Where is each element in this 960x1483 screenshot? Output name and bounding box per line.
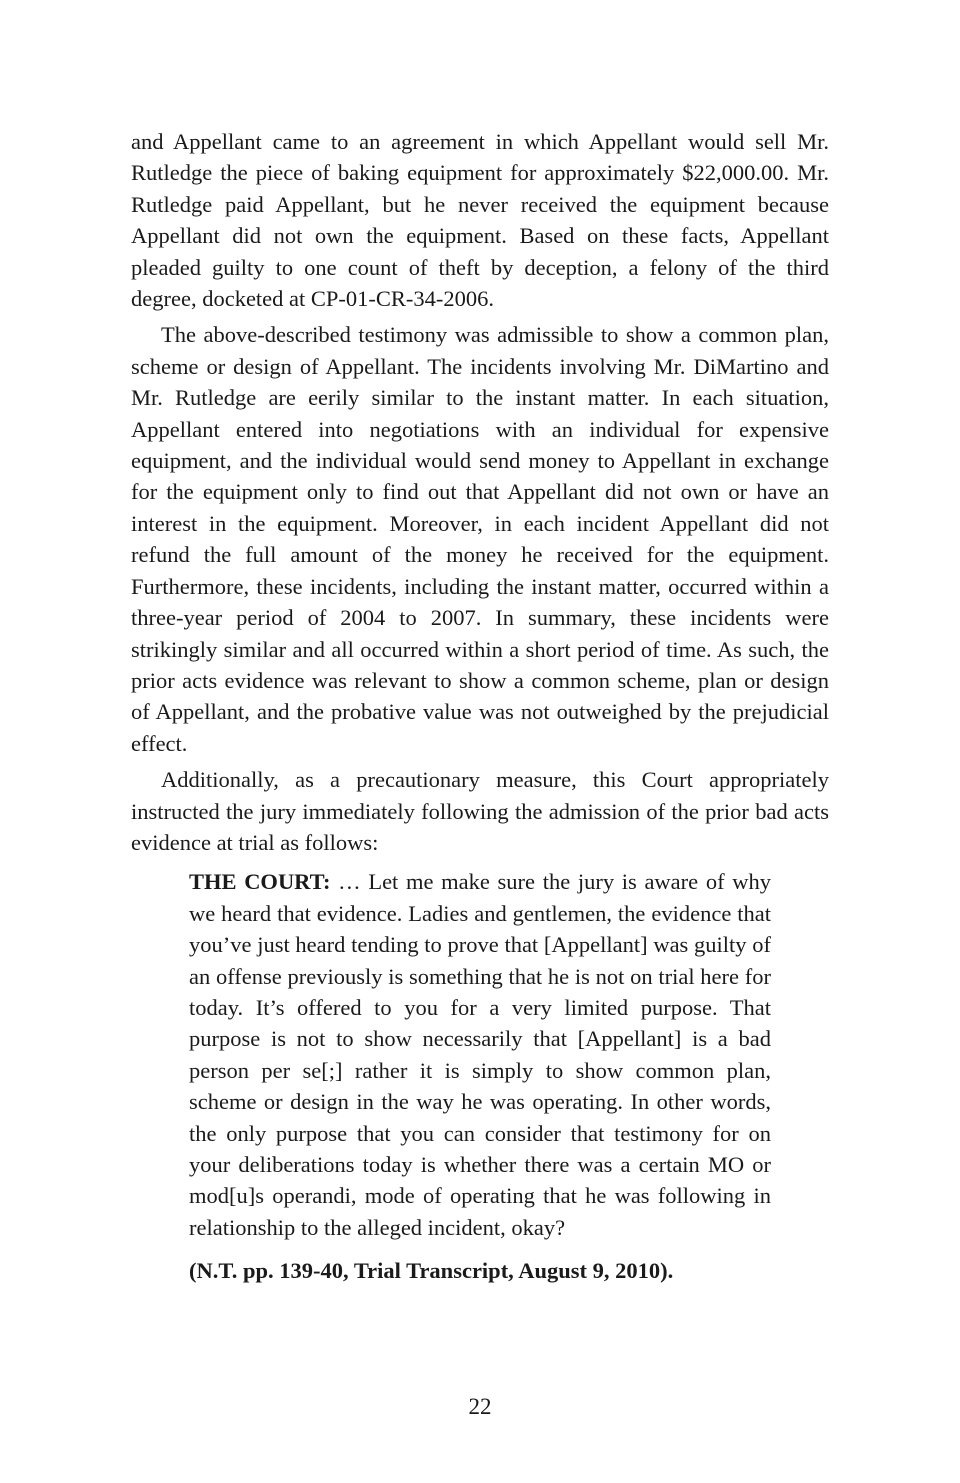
document-body [131,126,829,1287]
block-quote [189,866,771,1243]
transcript-citation: (N.T. pp. 139-40, Trial Transcript, August 9, 2010). [189,1258,674,1284]
paragraph-continued: and Appellant came to an agreement in which Appellant would sell Mr. Rutledge the piece of baking equipment for approximately $22,000.00. Mr. Rutledge paid Appellant, but he never received the equipment because Appellant did not own the equipment. Based on these facts, Appellant pleaded guilty to one count of theft by deception, a felony of the third degree, docketed at CP-01-CR-34-2006. [131,129,829,312]
page-number: 22 [468,1394,492,1419]
quote-text: … Let me make sure the jury is aware of why we heard that evidence. Ladies and gentlemen, the evidence that you’ve just heard tending to prove that [Appellant] was guilty of an offense previously is something that he is not on trial here for today. It’s offered to you for a very limited purpose. That purpose is not to show necessarily that [Appellant] is a bad person per se[;] rather it is simply to show common plan, scheme or design in the way he was operating. In other words, the only purpose that you can consider that testimony for on your deliberations today is whether there was a certain MO or mod[u]s operandi, mode of operating that he was following in relationship to the alleged incident, okay? [189,869,771,1240]
quote-speaker: THE COURT: [189,869,331,895]
paragraph-jury-instruction-intro: Additionally, as a precautionary measure, this Court appropriately instructed the jury immediately following the admission of the prior bad acts evidence at trial as follows: [131,767,829,855]
paragraph-common-plan-analysis: The above-described testimony was admissible to show a common plan, scheme or design of Appellant. The incidents involving Mr. DiMartino and Mr. Rutledge are eerily similar to the instant matter. In each situation, Appellant entered into negotiations with an individual for expensive equipment, and the individual would send money to Appellant in exchange for the equipment only to find out that Appellant did not own or have an interest in the equipment. Moreover, in each incident Appellant did not refund the full amount of the money he received for the equipment. Furthermore, these incidents, including the instant matter, occurred within a three-year period of 2004 to 2007. In summary, these incidents were strikingly similar and all occurred within a short period of time. As such, the prior acts evidence was relevant to show a common scheme, plan or design of Appellant, and the probative value was not outweighed by the prejudicial effect. [131,322,829,756]
